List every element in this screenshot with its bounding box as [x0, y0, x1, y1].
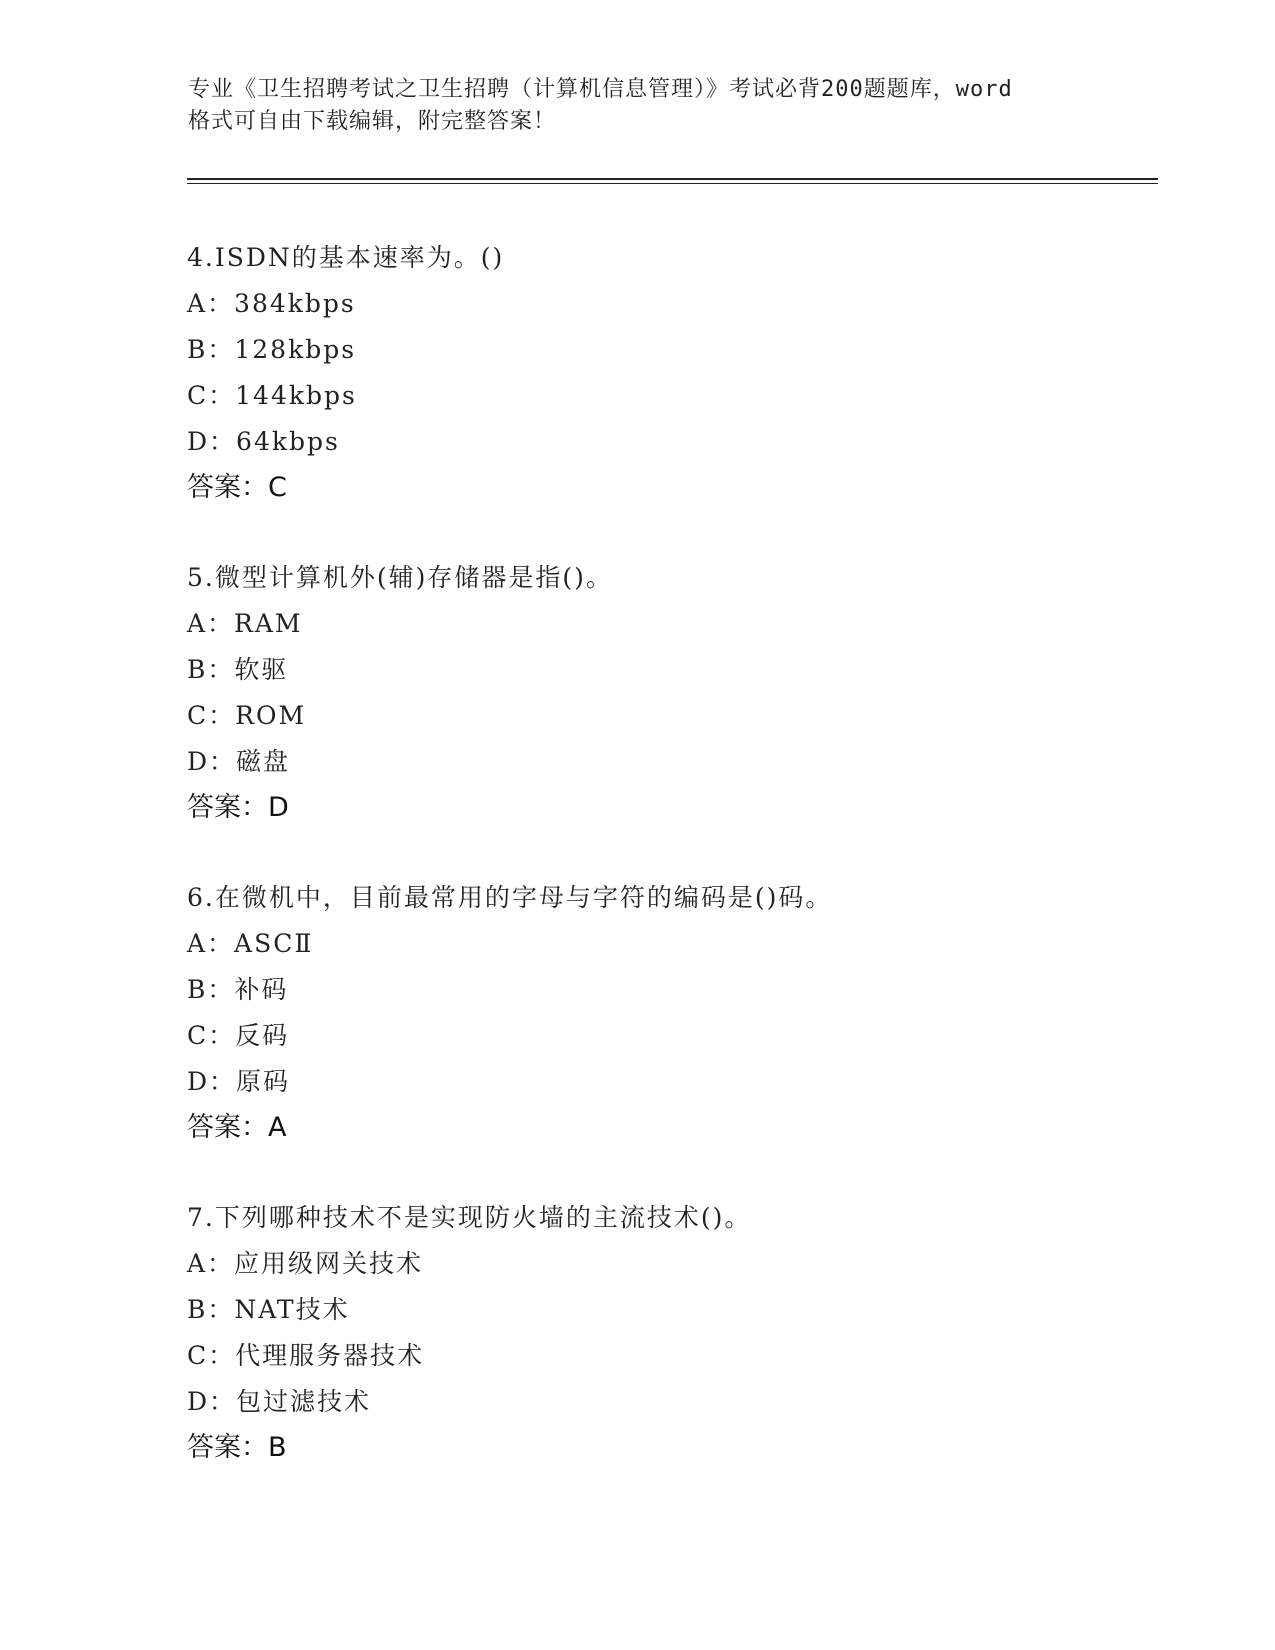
question-7: [187, 1195, 1187, 1471]
option-d: D：原码: [187, 1067, 291, 1096]
header-divider-top: [187, 178, 1158, 180]
question-stem: 4.ISDN的基本速率为。(): [187, 243, 505, 272]
question-4: [187, 235, 1187, 511]
question-stem: 7.下列哪种技术不是实现防火墙的主流技术()。: [187, 1203, 752, 1232]
option-c: C：144kbps: [187, 381, 357, 410]
option-c: C：代理服务器技术: [187, 1341, 425, 1370]
option-d: D：磁盘: [187, 747, 291, 776]
option-b: B：软驱: [187, 655, 289, 684]
option-c: C：ROM: [187, 701, 307, 730]
answer: 答案：C: [187, 472, 287, 503]
question-stem: 6.在微机中，目前最常用的字母与字符的编码是()码。: [187, 883, 833, 912]
option-a: A：ASCⅡ: [187, 929, 314, 958]
title-line-2: 格式可自由下载编辑，附完整答案！: [188, 109, 557, 134]
option-c: C：反码: [187, 1021, 290, 1050]
title-line-1: 专业《卫生招聘考试之卫生招聘（计算机信息管理）》考试必背200题题库，word: [188, 77, 1013, 102]
option-b: B：补码: [187, 975, 289, 1004]
question-6: [187, 875, 1187, 1151]
option-b: B：NAT技术: [187, 1295, 350, 1324]
header-divider-bottom: [187, 183, 1158, 184]
option-d: D：64kbps: [187, 427, 340, 456]
answer: 答案：D: [187, 792, 289, 823]
option-d: D：包过滤技术: [187, 1387, 372, 1416]
document-title: [188, 74, 1108, 138]
question-stem: 5.微型计算机外(辅)存储器是指()。: [187, 563, 613, 592]
option-a: A：384kbps: [187, 289, 356, 318]
option-b: B：128kbps: [187, 335, 357, 364]
answer: 答案：B: [187, 1432, 287, 1463]
option-a: A：应用级网关技术: [187, 1249, 424, 1278]
option-a: A：RAM: [187, 609, 303, 638]
question-5: [187, 555, 1187, 831]
answer: 答案：A: [187, 1112, 287, 1143]
